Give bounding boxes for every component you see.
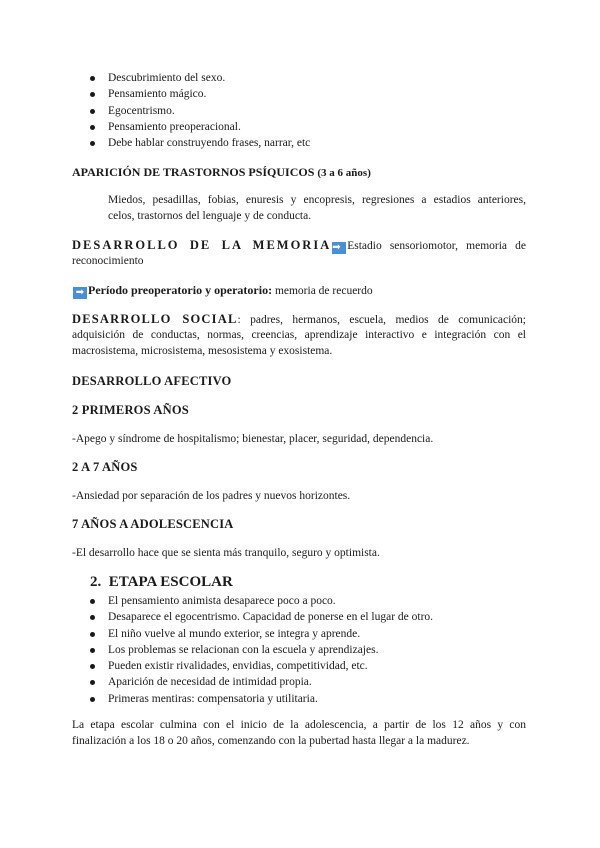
memoria-line-2: reconocimiento <box>72 255 144 267</box>
list-item: Los problemas se relacionan con la escuela y aprendizajes. <box>84 642 433 658</box>
social-heading: DESARROLLO SOCIAL <box>72 312 238 326</box>
memoria-heading: DESARROLLO DE LA MEMORIA <box>72 238 332 252</box>
list-item: Debe hablar construyendo frases, narrar, etc <box>84 135 310 151</box>
memoria-paragraph: DESARROLLO DE LA MEMORIA➡ Estadio sensoriomotor, memoria de <box>72 238 526 253</box>
list-item: Egocentrismo. <box>84 103 310 119</box>
trastornos-line-2: celos, trastornos del lenguaje y de conducta. <box>108 210 312 222</box>
list-item: Desaparece el egocentrismo. Capacidad de ponerse en el lugar de otro. <box>84 609 433 625</box>
right-arrow-icon: ➡ <box>332 242 346 254</box>
closing-line-2: finalización a los 18 o 20 años, comenzando con la pubertad hasta llegar a la madurez. <box>72 735 470 747</box>
etapa-heading: 2. ETAPA ESCOLAR <box>90 574 233 590</box>
list-item: El niño vuelve al mundo exterior, se integra y aprende. <box>84 626 433 642</box>
social-paragraph: DESARROLLO SOCIAL: padres, hermanos, escuela, medios de comunicación; <box>72 312 526 326</box>
section-title: 2 PRIMEROS AÑOS <box>72 403 189 417</box>
list-item: Aparición de necesidad de intimidad propia. <box>84 674 433 690</box>
development-list <box>84 70 310 151</box>
section-text: -Ansiedad por separación de los padres y nuevos horizontes. <box>72 490 351 502</box>
list-item: Pensamiento preoperacional. <box>84 119 310 135</box>
preoperatorio-line: ➡ Período preoperatorio y operatorio: memoria de recuerdo <box>72 282 373 299</box>
section-text: -Apego y síndrome de hospitalismo; bienestar, placer, seguridad, dependencia. <box>72 433 434 445</box>
right-arrow-icon: ➡ <box>73 287 87 299</box>
etapa-list <box>84 593 433 707</box>
section-title: 2 A 7 AÑOS <box>72 460 138 474</box>
trastornos-heading: APARICIÓN DE TRASTORNOS PSÍQUICOS (3 a 6 años) <box>72 165 371 179</box>
social-line-2: adquisición de conductas, normas, creencias, aprendizaje interactivo e integración con el <box>72 329 526 341</box>
list-item: El pensamiento animista desaparece poco a poco. <box>84 593 433 609</box>
trastornos-line-1: Miedos, pesadillas, fobias, enuresis y encopresis, regresiones a estadios anteriores, <box>108 194 526 206</box>
list-item: Pensamiento mágico. <box>84 86 310 102</box>
social-line-3: macrosistema, microsistema, mesosistema y exosistema. <box>72 345 333 357</box>
section-title: 7 AÑOS A ADOLESCENCIA <box>72 517 234 531</box>
closing-line-1: La etapa escolar culmina con el inicio de la adolescencia, a partir de los 12 años y con <box>72 719 526 731</box>
list-item: Primeras mentiras: compensatoria y utilitaria. <box>84 691 433 707</box>
section-text: -El desarrollo hace que se sienta más tranquilo, seguro y optimista. <box>72 547 380 559</box>
list-item: Descubrimiento del sexo. <box>84 70 310 86</box>
afectivo-heading: DESARROLLO AFECTIVO <box>72 374 232 388</box>
list-item: Pueden existir rivalidades, envidias, competitividad, etc. <box>84 658 433 674</box>
